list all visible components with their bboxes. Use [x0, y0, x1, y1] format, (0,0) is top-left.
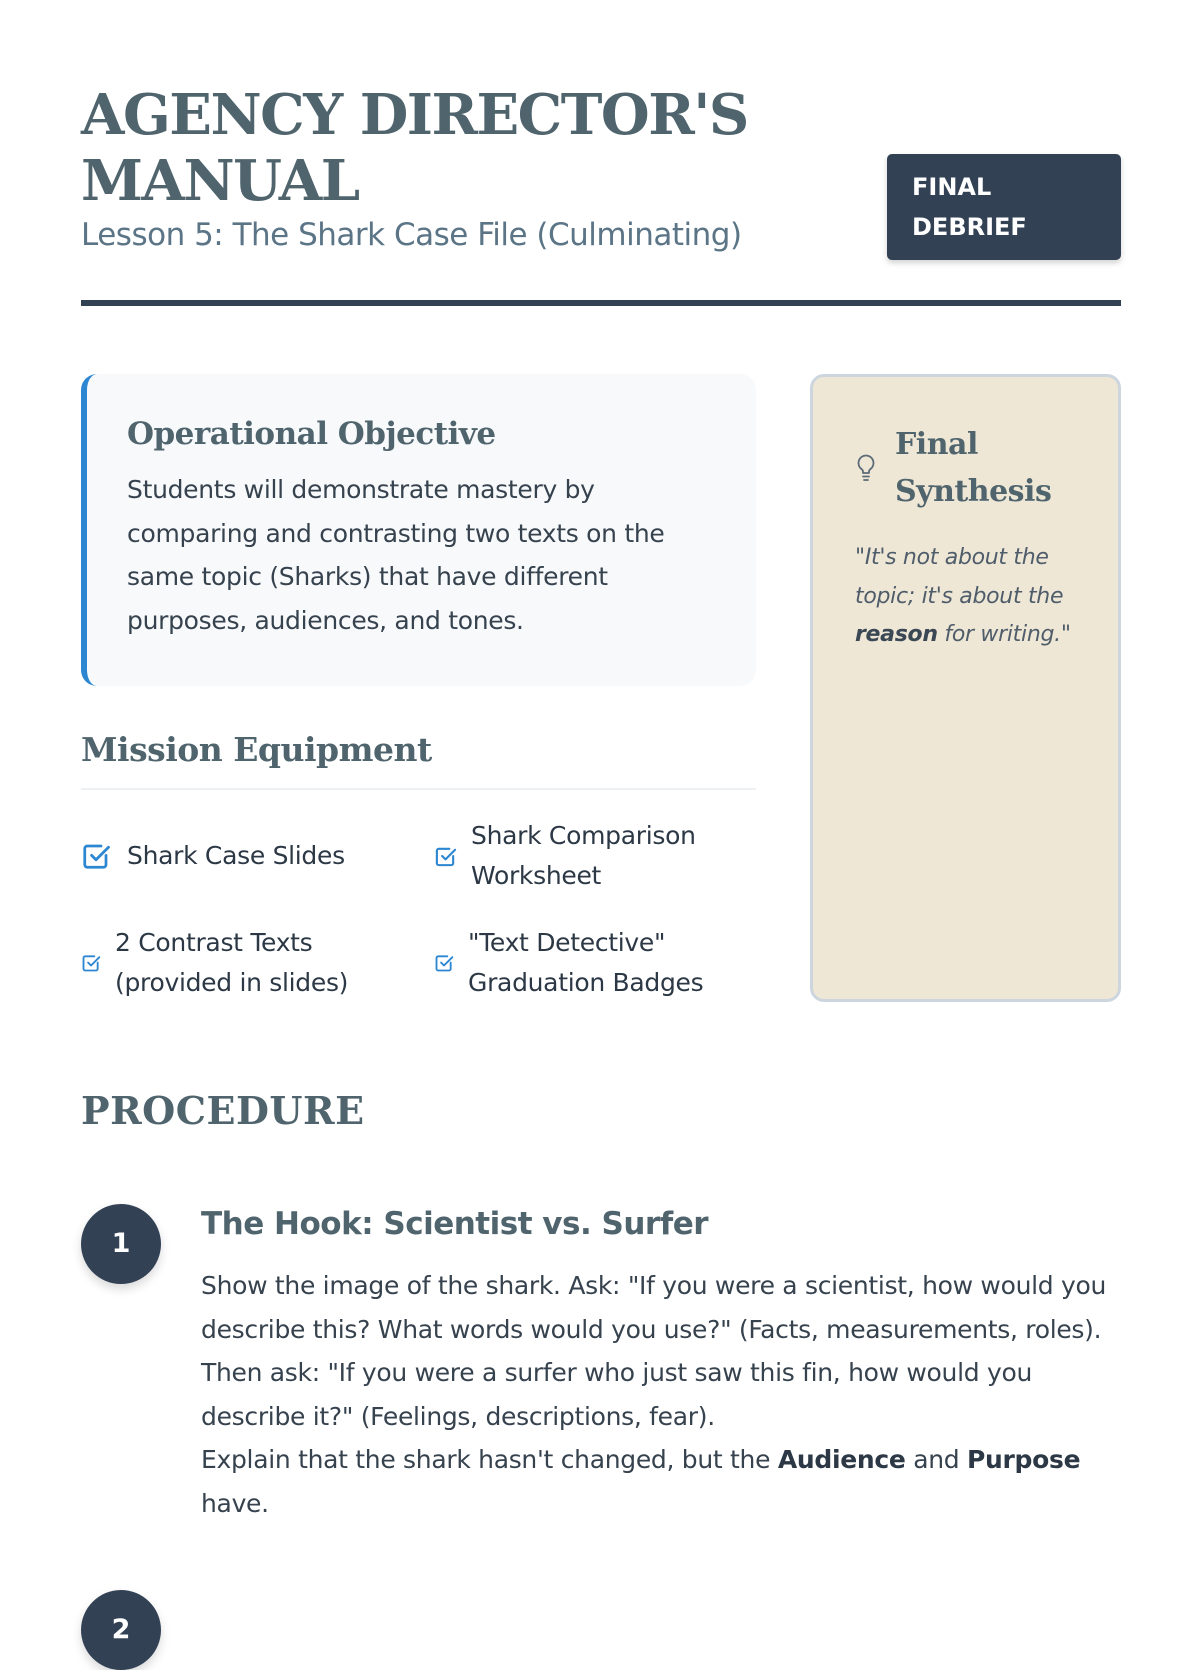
quote-text-end: for writing." — [937, 622, 1071, 647]
equipment-label: Shark Comparison Worksheet — [471, 821, 696, 890]
checkbox-icon — [434, 953, 454, 973]
objective-card — [81, 374, 756, 686]
checkbox-icon — [81, 953, 101, 973]
equipment-item — [434, 816, 734, 896]
equipment-heading: Mission Equipment — [81, 730, 432, 769]
badge-line-2: DEBRIEF — [912, 213, 1027, 241]
procedure-heading: PROCEDURE — [81, 1088, 365, 1133]
quote-emphasis: reason — [855, 622, 938, 647]
audience-emphasis: Audience — [777, 1445, 906, 1474]
step-number-2: 2 — [81, 1590, 161, 1670]
page-subtitle: Lesson 5: The Shark Case File (Culminating) — [81, 217, 742, 253]
synthesis-title-line-1: Final — [895, 427, 978, 462]
page-header — [81, 0, 1121, 306]
step-paragraph-1: Show the image of the shark. Ask: "If you were a scientist, how would you describe this? What words would you use?" (Facts, measurements, roles). Then ask: "If you were a surfer who just saw this fin, how would you describe it?" (Feelings, descriptions, fear). — [201, 1271, 1107, 1431]
paragraph-text: Explain that the shark hasn't changed, but the — [201, 1445, 778, 1474]
purpose-emphasis: Purpose — [967, 1445, 1081, 1474]
objective-text: Students will demonstrate mastery by comparing and contrasting two texts on the same topic (Sharks) that have different purposes, audiences, and tones. — [127, 475, 665, 635]
page-title: AGENCY DIRECTOR'S MANUAL — [81, 82, 748, 214]
objective-heading: Operational Objective — [127, 416, 496, 452]
final-synthesis-card — [810, 374, 1121, 1002]
paragraph-text: and — [905, 1445, 967, 1474]
lesson-page — [81, 0, 1121, 1645]
equipment-label: "Text Detective" Graduation Badges — [468, 928, 704, 997]
synthesis-title — [895, 421, 1051, 515]
quote-text-start: "It's not about the topic; it's about the — [855, 545, 1064, 609]
step-body — [201, 1264, 1121, 1525]
final-debrief-badge — [887, 154, 1121, 260]
step-paragraph-2 — [201, 1438, 1121, 1525]
equipment-divider — [81, 788, 756, 790]
lightbulb-icon — [855, 453, 877, 483]
header-divider — [81, 300, 1121, 306]
equipment-label: Shark Case Slides — [127, 841, 345, 870]
checkbox-icon — [434, 845, 457, 868]
synthesis-title-line-2: Synthesis — [895, 474, 1052, 509]
equipment-item — [434, 923, 744, 1003]
step-title: The Hook: Scientist vs. Surfer — [201, 1206, 709, 1242]
equipment-item — [81, 923, 401, 1003]
synthesis-header — [855, 421, 1051, 515]
badge-line-1: FINAL — [912, 173, 992, 201]
equipment-label: 2 Contrast Texts (provided in slides) — [115, 928, 349, 997]
checkbox-icon — [81, 841, 111, 871]
synthesis-quote — [855, 539, 1095, 655]
step-number-1: 1 — [81, 1204, 161, 1284]
equipment-item — [81, 836, 411, 876]
paragraph-text: have. — [201, 1488, 269, 1518]
